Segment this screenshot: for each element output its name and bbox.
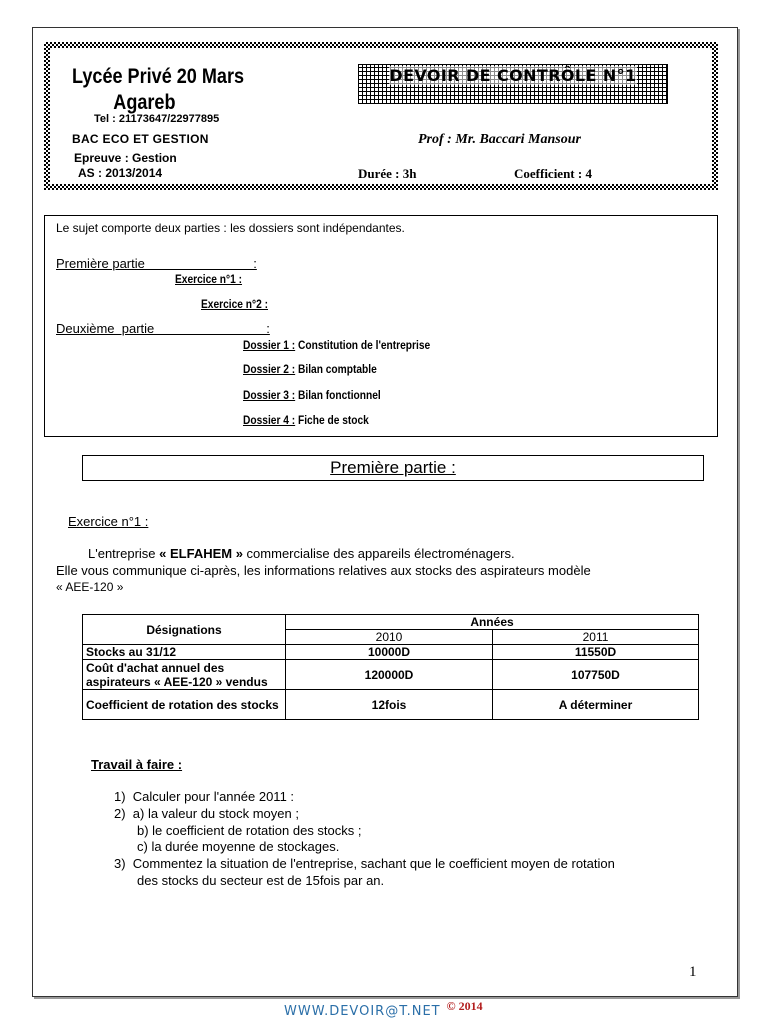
row-value-2010: 120000D bbox=[286, 660, 493, 690]
question-2a: 2) a) la valeur du stock moyen ; bbox=[114, 806, 299, 821]
dossier-1-text: Constitution de l'entreprise bbox=[295, 338, 431, 352]
exercise-line1-post: commercialise des appareils électroménagers. bbox=[242, 546, 515, 561]
telephone: Tel : 21173647/22977895 bbox=[94, 113, 220, 125]
table-row bbox=[83, 645, 699, 660]
dossier-3-label: Dossier 3 : bbox=[243, 388, 296, 402]
summary-dossier-1 bbox=[243, 338, 430, 352]
question-2c: c) la durée moyenne de stockages. bbox=[137, 839, 340, 854]
stock-table bbox=[82, 614, 699, 720]
devoir-title-text: DEVOIR DE CONTRÔLE N°1 bbox=[389, 66, 637, 85]
school-year: AS : 2013/2014 bbox=[78, 166, 163, 180]
table-row bbox=[83, 660, 699, 690]
dossier-3-text: Bilan fonctionnel bbox=[295, 388, 381, 402]
exercise-line3: « AEE-120 » bbox=[56, 580, 124, 594]
dossier-2-label: Dossier 2 : bbox=[243, 362, 296, 376]
dossier-2-text: Bilan comptable bbox=[295, 362, 377, 376]
summary-intro: Le sujet comporte deux parties : les dossiers sont indépendantes. bbox=[56, 221, 405, 235]
row-label: Stocks au 31/12 bbox=[83, 645, 286, 660]
header-2010: 2010 bbox=[286, 630, 493, 645]
school-line2: Agareb bbox=[113, 91, 176, 114]
coefficient: Coefficient : 4 bbox=[514, 166, 592, 181]
row-value-2010: 12fois bbox=[286, 690, 493, 720]
header-annees: Années bbox=[286, 615, 699, 630]
footer bbox=[284, 999, 483, 1019]
devoir-title bbox=[358, 66, 668, 85]
summary-dossier-2 bbox=[243, 362, 377, 376]
footer-copyright: © 2014 bbox=[446, 999, 483, 1013]
dossier-4-text: Fiche de stock bbox=[295, 413, 369, 427]
summary-dossier-4 bbox=[243, 413, 369, 427]
company-name: « ELFAHEM » bbox=[159, 546, 243, 561]
section-title: Première partie : bbox=[330, 458, 456, 477]
summary-part1: Première partie : bbox=[56, 256, 257, 271]
question-3a: 3) Commentez la situation de l'entreprise, sachant que le coefficient moyen de rotation bbox=[114, 856, 615, 871]
exercise-line2: Elle vous communique ci-après, les informations relatives aux stocks des aspirateurs modèle bbox=[56, 563, 591, 578]
summary-ex2: Exercice n°2 : bbox=[201, 297, 269, 311]
row-value-2011: A déterminer bbox=[493, 690, 699, 720]
question-3b: des stocks du secteur est de 15fois par an. bbox=[137, 873, 385, 888]
duration: Durée : 3h bbox=[358, 166, 417, 181]
footer-site: WWW.DEVOIR@T.NET bbox=[284, 1004, 441, 1019]
dossier-4-label: Dossier 4 : bbox=[243, 413, 296, 427]
school-line1: Lycée Privé 20 Mars bbox=[72, 65, 245, 88]
teacher: Prof : Mr. Baccari Mansour bbox=[418, 132, 581, 147]
table-row bbox=[83, 690, 699, 720]
bac-section: BAC ECO ET GESTION bbox=[72, 132, 209, 146]
question-2b: b) le coefficient de rotation des stocks ; bbox=[137, 823, 362, 838]
exercise-line1-pre: L'entreprise bbox=[88, 546, 160, 561]
dossier-1-label: Dossier 1 : bbox=[243, 338, 296, 352]
row-value-2010: 10000D bbox=[286, 645, 493, 660]
exercise-line1 bbox=[88, 546, 515, 561]
travail-title: Travail à faire : bbox=[91, 757, 183, 772]
row-label: Coût d'achat annuel des aspirateurs « AEE-120 » vendus bbox=[83, 660, 286, 690]
school-name bbox=[72, 64, 244, 116]
epreuve: Epreuve : Gestion bbox=[74, 151, 177, 165]
page-number: 1 bbox=[689, 964, 697, 980]
question-1: 1) Calculer pour l'année 2011 : bbox=[114, 789, 295, 804]
header-designations: Désignations bbox=[83, 615, 286, 645]
header-2011: 2011 bbox=[493, 630, 699, 645]
summary-ex1: Exercice n°1 : bbox=[175, 272, 243, 286]
table-header-row bbox=[83, 615, 699, 630]
exercise-title: Exercice n°1 : bbox=[68, 514, 149, 529]
row-value-2011: 11550D bbox=[493, 645, 699, 660]
summary-part2: Deuxième partie : bbox=[56, 321, 270, 336]
row-label: Coefficient de rotation des stocks bbox=[83, 690, 286, 720]
row-value-2011: 107750D bbox=[493, 660, 699, 690]
summary-dossier-3 bbox=[243, 388, 381, 402]
